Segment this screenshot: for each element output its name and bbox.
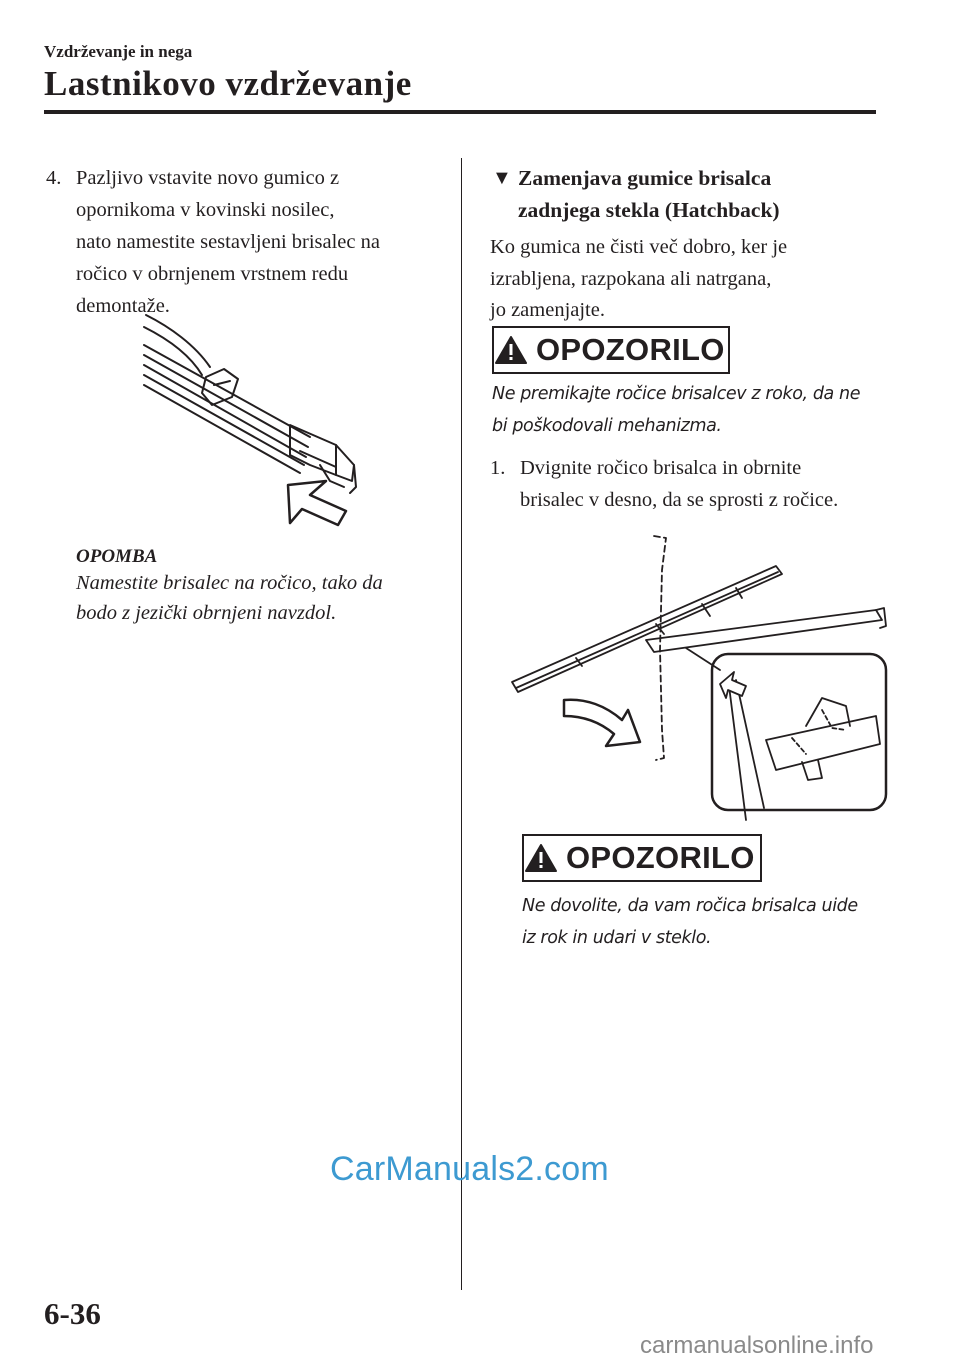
step-text bbox=[76, 162, 446, 322]
page-title: Lastnikovo vzdrževanje bbox=[44, 64, 412, 103]
heading-line: zadnjega stekla (Hatchback) bbox=[518, 198, 780, 222]
section-label: Vzdrževanje in nega bbox=[44, 42, 193, 61]
subsection-heading bbox=[492, 162, 872, 226]
source-watermark[interactable]: carmanualsonline.info bbox=[640, 1332, 874, 1359]
release-arrow-icon bbox=[720, 672, 746, 698]
warning-box bbox=[522, 834, 762, 882]
triangle-bullet-icon: ▼ bbox=[492, 167, 512, 189]
header-rule bbox=[44, 110, 876, 114]
step-number: 4. bbox=[46, 167, 62, 189]
rear-wiper-illustration bbox=[506, 530, 890, 814]
warning-label: OPOZORILO bbox=[566, 840, 755, 875]
note-line: bodo z jezički obrnjeni navzdol. bbox=[76, 602, 337, 624]
insert-arrow-icon bbox=[288, 481, 346, 525]
note-body bbox=[76, 568, 436, 628]
watermark[interactable]: CarManuals2.com bbox=[330, 1150, 609, 1188]
step-line: Dvignite ročico brisalca in obrnite bbox=[520, 457, 802, 479]
step-line: Pazljivo vstavite novo gumico z bbox=[76, 167, 340, 189]
warning-triangle-icon bbox=[524, 843, 558, 873]
step-line: ročico v obrnjenem vrstnem redu bbox=[76, 263, 349, 285]
warning-text bbox=[492, 378, 882, 442]
step-1 bbox=[490, 452, 880, 516]
warning-line: iz rok in udari v steklo. bbox=[522, 928, 712, 948]
warning-line: Ne premikajte ročice brisalcev z roko, da ne bbox=[492, 384, 861, 404]
intro-paragraph bbox=[490, 232, 870, 327]
step-line: demontaže. bbox=[76, 295, 170, 317]
step-text bbox=[520, 452, 880, 516]
note-line: Namestite brisalec na ročico, tako da bbox=[76, 572, 383, 594]
step-4 bbox=[46, 162, 446, 322]
warning-box bbox=[492, 326, 730, 374]
intro-line: izrabljena, razpokana ali natrgana, bbox=[490, 267, 772, 290]
note-heading: OPOMBA bbox=[76, 546, 158, 567]
warning-label: OPOZORILO bbox=[536, 332, 725, 367]
step-line: brisalec v desno, da se sprosti z ročice. bbox=[520, 489, 839, 511]
heading-line: Zamenjava gumice brisalca bbox=[518, 166, 772, 190]
step-line: opornikoma v kovinski nosilec, bbox=[76, 199, 335, 221]
warning-text bbox=[522, 890, 892, 954]
wiper-blade-illustration bbox=[140, 305, 370, 525]
page-number: 6-36 bbox=[44, 1296, 101, 1331]
warning-line: Ne dovolite, da vam ročica brisalca uide bbox=[522, 896, 858, 916]
step-number: 1. bbox=[490, 457, 506, 479]
intro-line: jo zamenjajte. bbox=[490, 299, 605, 321]
column-divider bbox=[461, 158, 462, 1290]
rotate-arrow-icon bbox=[564, 700, 640, 746]
intro-line: Ko gumica ne čisti več dobro, ker je bbox=[490, 236, 788, 258]
step-line: nato namestite sestavljeni brisalec na bbox=[76, 231, 380, 253]
warning-line: bi poškodovali mehanizma. bbox=[492, 416, 722, 436]
warning-triangle-icon bbox=[494, 335, 528, 365]
